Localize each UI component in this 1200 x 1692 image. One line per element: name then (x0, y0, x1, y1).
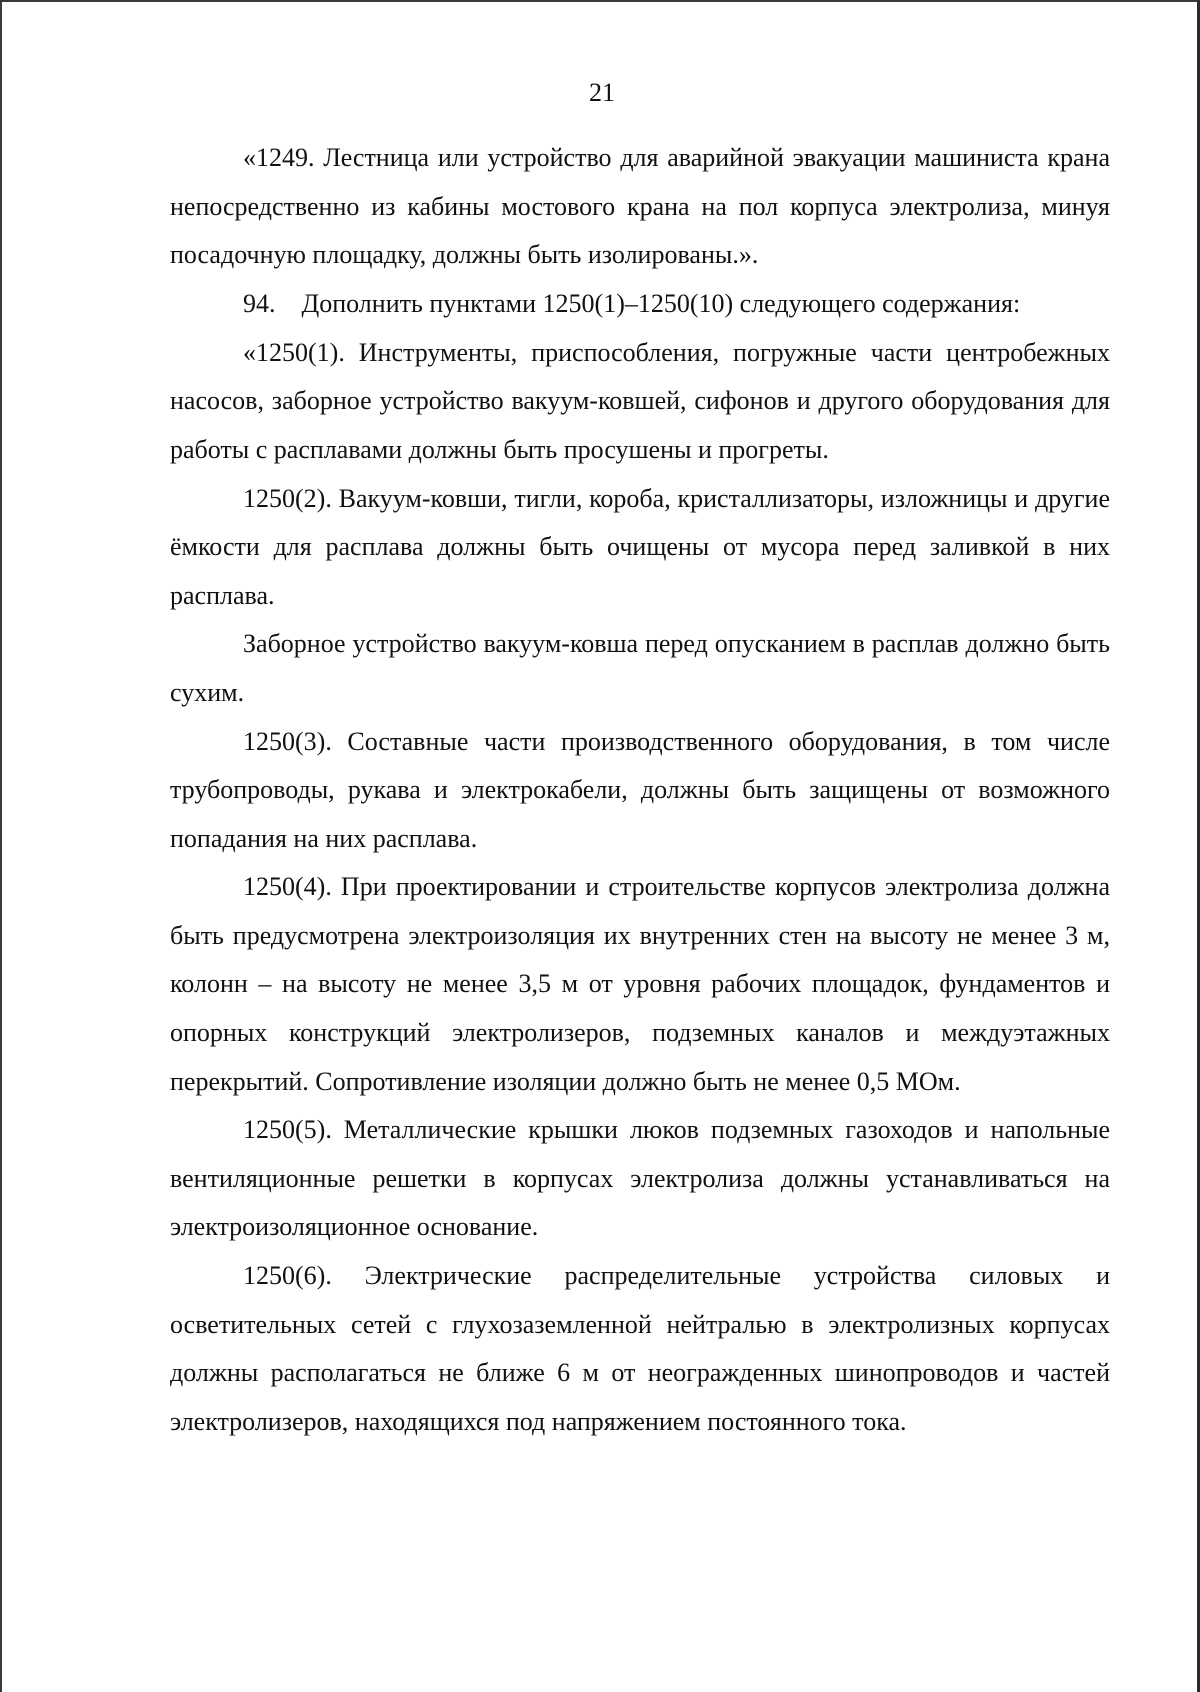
paragraph-1249: «1249. Лестница или устройство для аварийной эвакуации машиниста крана непосредственно из кабины мостового крана на пол корпуса электролиза, минуя посадочную площадку, должны быть изолированы.». (170, 143, 1110, 270)
document-body (170, 134, 1110, 1446)
paragraph-1250-4: 1250(4). При проектировании и строительстве корпусов электролиза должна быть предусмотрена электроизоляция их внутренних стен на высоту не менее 3 м, колонн – на высоту не менее 3,5 м от уровня рабочих площадок, фундаментов и опорных конструкций электролизеров, подземных каналов и междуэтажных перекрытий. Сопротивление изоляции должно быть не менее 0,5 МОм. (170, 872, 1110, 1096)
paragraph-1250-1: «1250(1). Инструменты, приспособления, погружные части центробежных насосов, заборное устройство вакуум-ковшей, сифонов и другого оборудования для работы с расплавами должны быть просушены и прогреты. (170, 337, 1110, 464)
page-number: 21 (589, 78, 615, 107)
paragraph-94: 94. Дополнить пунктами 1250(1)–1250(10) следующего содержания: (243, 289, 1021, 319)
paragraph-1250-2-continuation: Заборное устройство вакуум-ковша перед опусканием в расплав должно быть сухим. (170, 629, 1110, 707)
paragraph-1250-2: 1250(2). Вакуум-ковши, тигли, короба, кристаллизаторы, изложницы и другие ёмкости для расплава должны быть очищены от мусора перед заливкой в них расплава. (170, 483, 1110, 610)
paragraph-1250-6: 1250(6). Электрические распределительные устройства силовых и осветительных сетей с глухозаземленной нейтралью в электролизных корпусах должны располагаться не ближе 6 м от неогражденных шинопроводов и частей электролизеров, находящихся под напряжением постоянного тока. (170, 1261, 1110, 1436)
paragraph-1250-5: 1250(5). Металлические крышки люков подземных газоходов и напольные вентиляционные решетки в корпусах электролиза должны устанавливаться на электроизоляционное основание. (170, 1115, 1110, 1242)
paragraph-1250-3: 1250(3). Составные части производственного оборудования, в том числе трубопроводы, рукава и электрокабели, должны быть защищены от возможного попадания на них расплава. (170, 726, 1110, 853)
